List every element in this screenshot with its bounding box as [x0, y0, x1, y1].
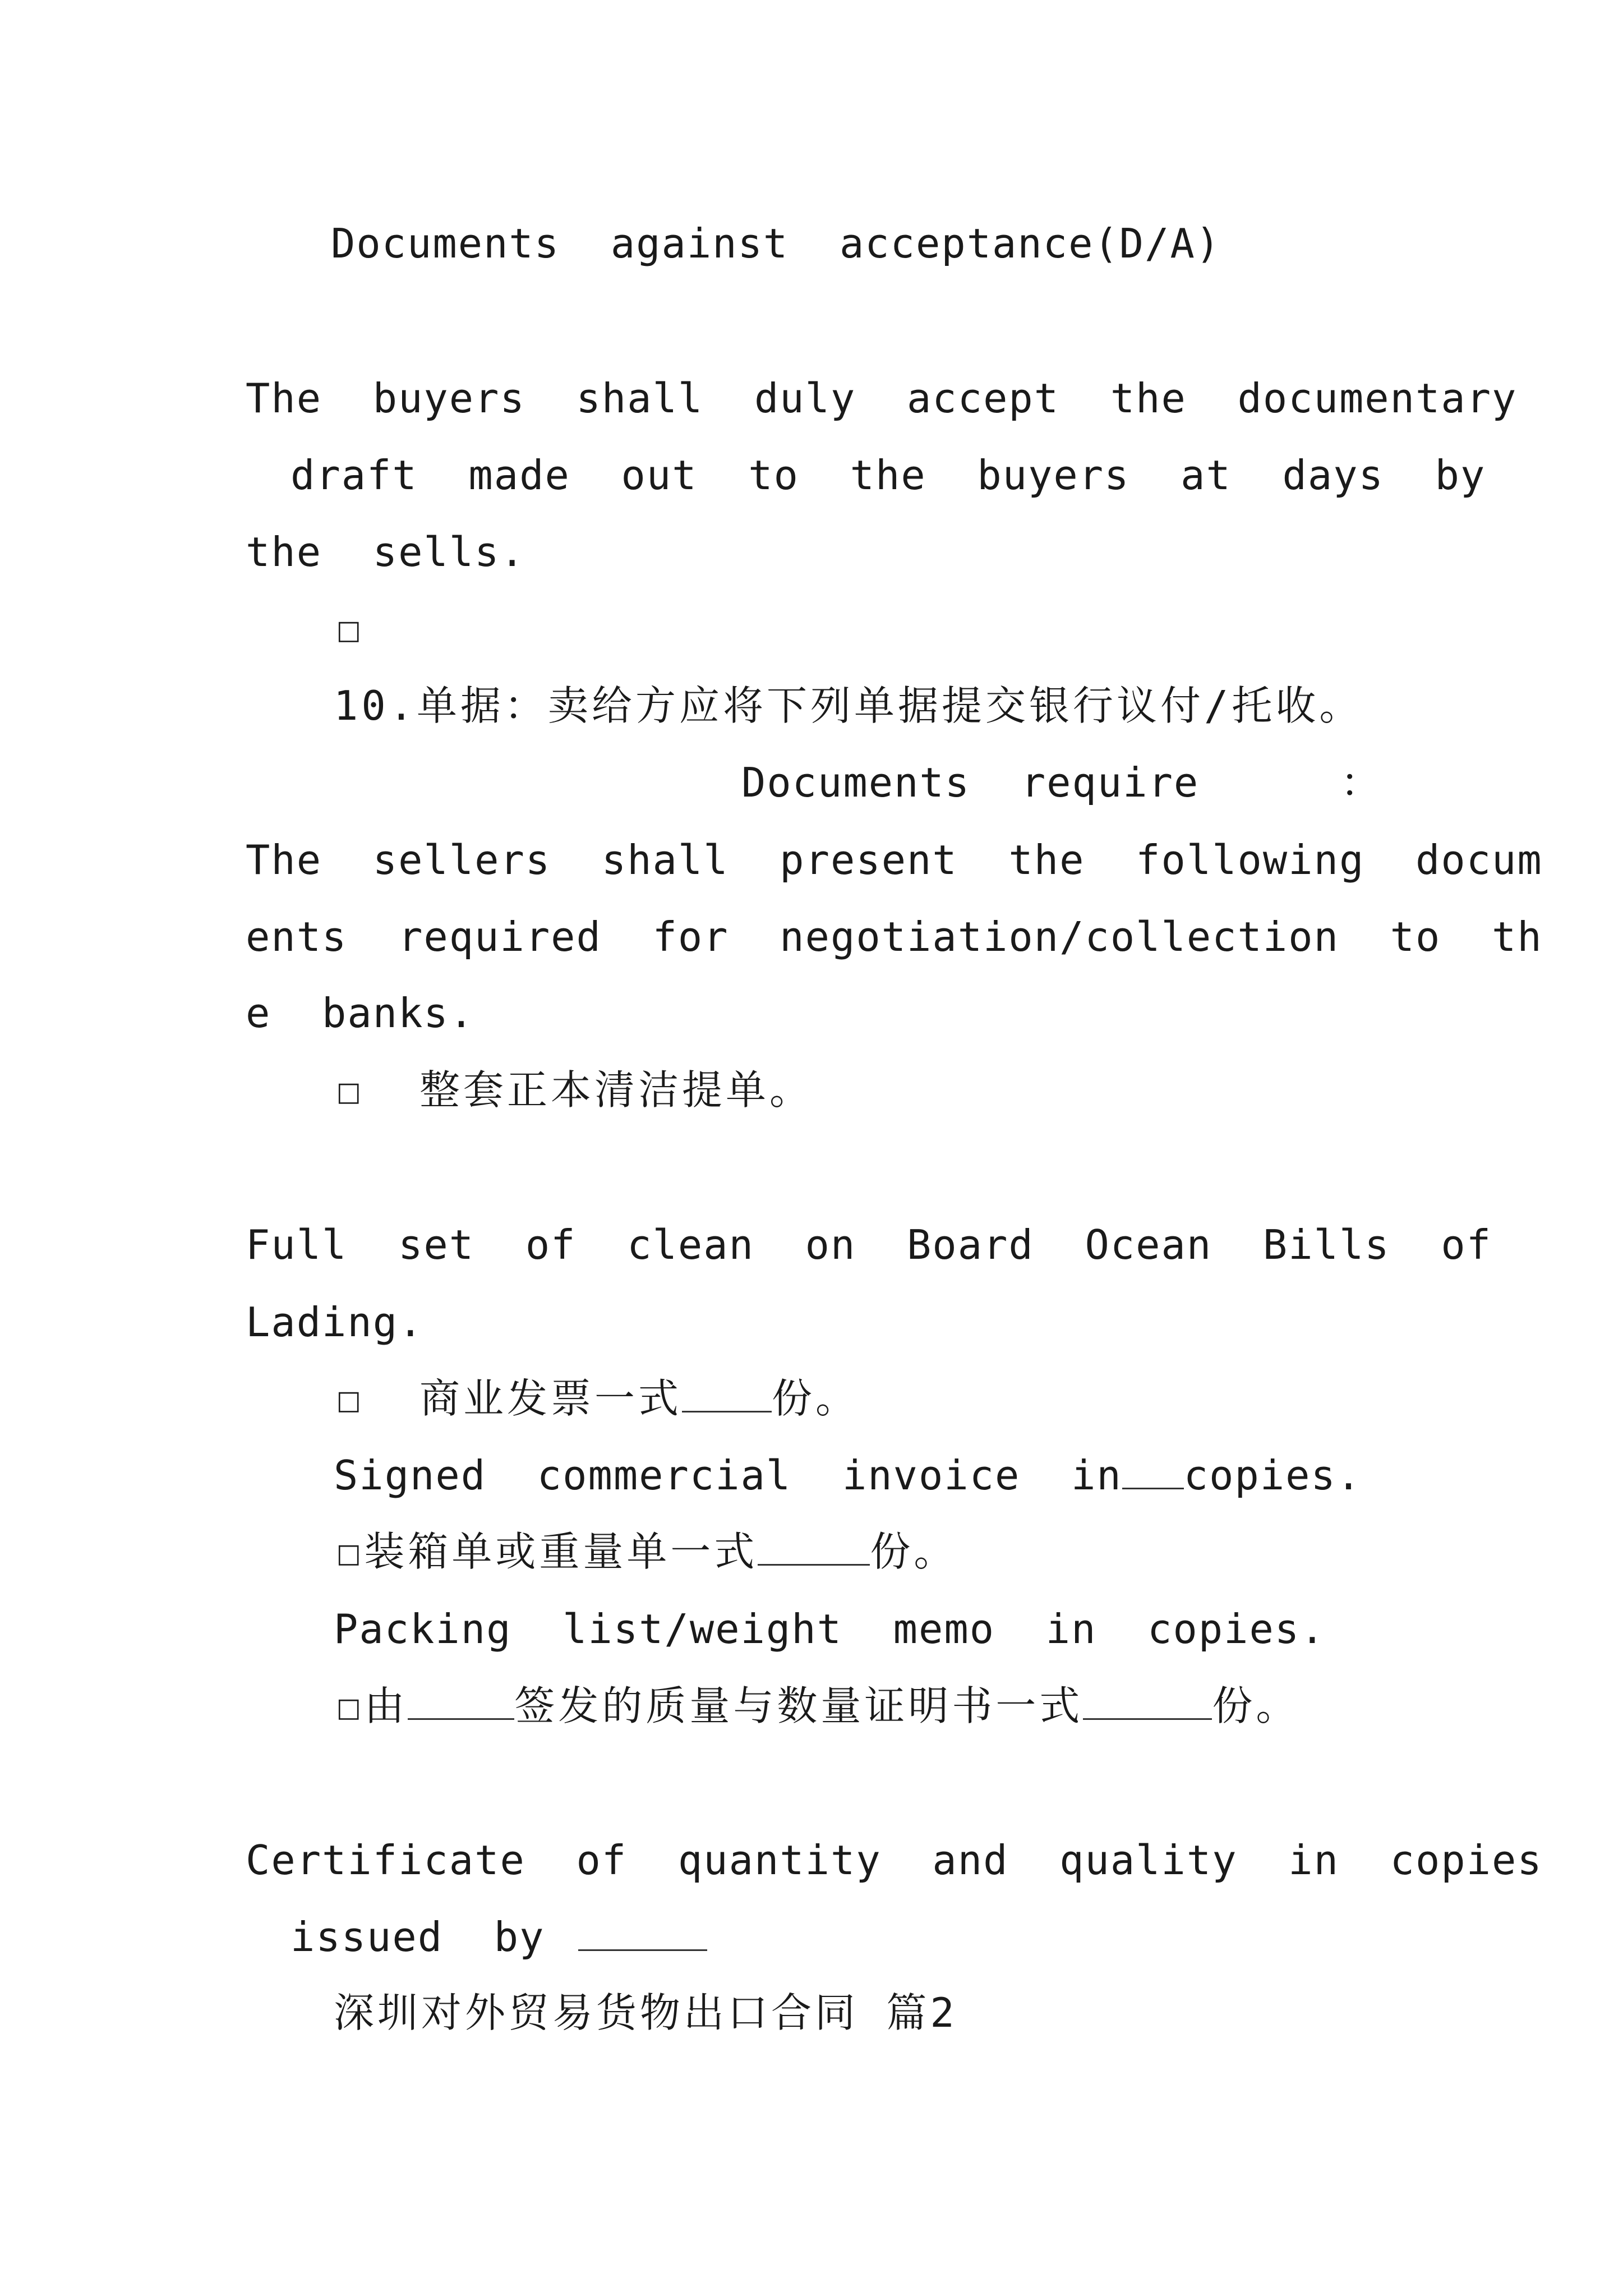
documents-require-label: Documents require	[741, 759, 1200, 806]
paragraph-line: Full set of clean on Board Ocean Bills of	[246, 1221, 1492, 1268]
fill-blank	[578, 1916, 707, 1951]
fill-blank	[758, 1530, 870, 1566]
fill-blank	[1122, 1454, 1184, 1489]
paragraph-line: e banks.	[246, 990, 475, 1037]
paragraph-line: the sells.	[246, 528, 525, 576]
fill-blank	[682, 1377, 772, 1412]
paragraph-line: Certificate of quantity and quality in copies	[246, 1837, 1543, 1884]
fill-blank	[1083, 1685, 1212, 1720]
fill-blank	[408, 1685, 514, 1720]
list-item-bill-of-lading: ☐ 整套正本清洁提单。	[336, 1066, 814, 1114]
list-item-commercial-invoice: ☐ 商业发票一式 份。	[336, 1375, 860, 1422]
paragraph-line: draft made out to the buyers at days by	[291, 452, 1486, 499]
heading-da: Documents against acceptance(D/A)	[331, 220, 1221, 267]
list-item-packing-list: ☐装箱单或重量单一式 份。	[336, 1528, 958, 1575]
paragraph-line: Packing list/weight memo in copies.	[334, 1605, 1326, 1653]
colon: ：	[1340, 759, 1382, 806]
paragraph-line: ents required for negotiation/collection to th	[246, 913, 1543, 960]
next-article-title: 深圳对外贸易货物出口合同 篇2	[334, 1989, 958, 2036]
paragraph-line: Signed commercial invoice in copies.	[334, 1452, 1362, 1499]
paragraph-line: The sellers shall present the following docum	[246, 836, 1543, 884]
list-item-quality-certificate: ☐由 签发的质量与数量证明书一式 份。	[336, 1682, 1300, 1729]
paragraph-line: issued by	[291, 1910, 707, 1964]
section-10-heading: 10.单据：卖给方应将下列单据提交银行议付/托收。	[334, 682, 1363, 729]
paragraph-line: Lading.	[246, 1299, 424, 1346]
checkbox-icon: ☐	[336, 605, 362, 652]
paragraph-line: The buyers shall duly accept the documentary	[246, 375, 1518, 422]
